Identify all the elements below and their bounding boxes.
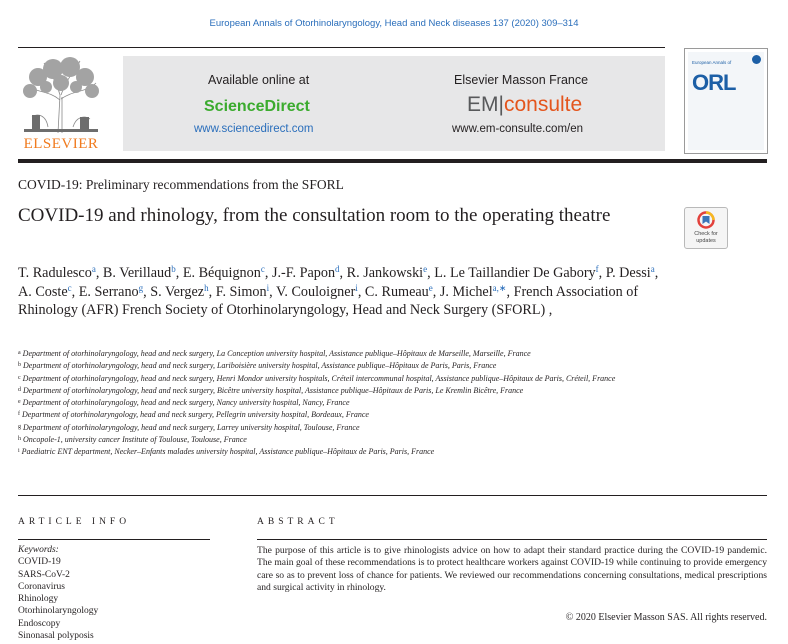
affiliation-key: d <box>18 386 21 393</box>
elsevier-logo[interactable] <box>18 55 104 153</box>
sciencedirect-url-link[interactable]: www.sciencedirect.com <box>194 123 314 135</box>
cover-journal-small: European Annals of <box>692 60 732 65</box>
author-name[interactable]: E. Serrano <box>78 283 139 300</box>
affiliation-text: Department of otorhinolaryngology, head and neck surgery, La Conception university hospital, Assistance publique–Hôpitaux de Marseille, Marseille, France <box>22 349 531 358</box>
affiliation-key: c <box>18 374 21 381</box>
affiliation-key: i <box>18 448 20 455</box>
affiliation-key: f <box>18 411 20 418</box>
check-updates-label: Check for updates <box>694 231 718 244</box>
affiliation-item <box>18 409 678 421</box>
author-separator: , <box>427 265 435 281</box>
author-separator: , <box>208 283 216 300</box>
article-title: COVID-19 and rhinology, from the consultation room to the operating theatre <box>18 205 611 226</box>
affiliation-text: Paediatric ENT department, Necker–Enfants malades university hospital, Assistance publique–Hôpitaux de Paris, Paris, France <box>21 447 435 457</box>
affiliation-text: Department of otorhinolaryngology, head and neck surgery, Nancy university hospital, Nancy, France <box>22 398 350 408</box>
cover-title: ORL <box>692 70 736 95</box>
author-name[interactable]: R. Jankowski <box>346 265 424 281</box>
journal-cover-thumbnail[interactable] <box>684 48 768 154</box>
affiliation-item <box>18 422 678 434</box>
keyword-item[interactable]: SARS-CoV-2 <box>18 569 70 580</box>
abstract-heading: ABSTRACT <box>257 517 339 527</box>
section-label: COVID-19: Preliminary recommendations from the SFORL <box>18 177 344 192</box>
keyword-item[interactable]: Sinonasal polyposis <box>18 631 94 642</box>
author-name[interactable]: F. Simon <box>215 283 267 300</box>
affiliation-item <box>18 373 678 385</box>
emconsulte-logo[interactable] <box>467 93 582 117</box>
cover-background <box>688 52 764 150</box>
author-affiliation-marker[interactable]: c <box>260 264 265 274</box>
author-separator: , <box>269 283 276 300</box>
author-separator: , <box>95 265 103 281</box>
abstract-rule <box>257 539 767 540</box>
keywords-title: Keywords: <box>18 545 59 555</box>
author-affiliation-marker[interactable]: a <box>91 264 96 274</box>
em-logo-divider: | <box>498 93 504 116</box>
affiliation-item <box>18 348 678 360</box>
elsevier-wordmark: ELSEVIER <box>23 136 99 152</box>
author-separator: , <box>654 265 659 281</box>
author-name[interactable]: J.-F. Papon <box>271 265 336 281</box>
author-separator: , <box>598 265 606 281</box>
cover-badge-icon <box>752 55 761 64</box>
author-affiliation-marker[interactable]: b <box>171 264 176 274</box>
affiliation-text: Department of otorhinolaryngology, head and neck surgery, Henri Mondor university hospitals, Créteil intercommunal hospital, Assistance publique–Hôpitaux de Paris, Créteil, France <box>22 373 616 383</box>
author-separator: , <box>506 283 514 300</box>
affiliation-text: Department of otorhinolaryngology, head and neck surgery, Bicêtre university hospital, Assistance publique–Hôpitaux de Paris, Le Kremlin Bicêtre, France <box>23 385 524 395</box>
copyright-notice: © 2020 Elsevier Masson SAS. All rights reserved. <box>565 612 767 623</box>
affiliation-key: a <box>18 350 21 356</box>
author-name[interactable]: J. Michel <box>439 283 493 300</box>
affiliation-text: Department of otorhinolaryngology, head and neck surgery, Lariboisière university hospital, Assistance publique–Hôpitaux de Paris, Paris, France <box>23 361 497 371</box>
author-name[interactable]: French Association of Rhinology (AFR) French Society of Otorhinolaryngology, Head and Neck Surgery (SFORL) <box>18 283 639 318</box>
author-list <box>18 264 668 320</box>
author-affiliation-marker[interactable]: d <box>335 264 340 274</box>
affiliation-item <box>18 397 678 409</box>
keyword-item[interactable]: Otorhinolaryngology <box>18 606 99 617</box>
author-affiliation-marker[interactable]: f <box>595 264 599 274</box>
author-affiliation-marker[interactable]: a <box>650 264 655 274</box>
author-name[interactable]: A. Coste <box>18 283 68 300</box>
affiliation-text: Department of otorhinolaryngology, head and neck surgery, Larrey university hospital, Toulouse, France <box>23 422 360 432</box>
author-name[interactable]: L. Le Taillandier De Gabory <box>434 265 596 281</box>
author-name[interactable]: E. Béquignon <box>182 265 261 281</box>
journal-citation-link[interactable]: European Annals of Otorhinolaryngology, Head and Neck diseases 137 (2020) 309–314 <box>209 18 579 29</box>
article-info-rule <box>18 539 210 540</box>
affiliation-text: Department of otorhinolaryngology, head and neck surgery, Pellegrin university hospital, Bordeaux, France <box>22 410 369 420</box>
author-separator: , <box>357 283 365 300</box>
author-name[interactable]: S. Vergez <box>150 283 205 300</box>
affiliation-key: b <box>18 362 21 369</box>
author-affiliation-marker[interactable]: a,∗ <box>492 282 507 293</box>
author-separator: , <box>143 283 151 300</box>
affiliation-item <box>18 446 678 458</box>
affiliation-item <box>18 360 678 372</box>
author-affiliation-marker[interactable]: c <box>67 282 72 293</box>
author-affiliation-marker[interactable]: i <box>266 282 270 293</box>
emconsulte-url-link[interactable]: www.em-consulte.com/en <box>452 123 584 135</box>
author-separator: , <box>264 265 272 281</box>
elsevier-masson-label: Elsevier Masson France <box>454 73 589 87</box>
header-top-rule <box>18 47 665 48</box>
header-bottom-rule <box>18 159 767 163</box>
affiliation-text: Oncopole-1, university cancer Institute of Toulouse, Toulouse, France <box>23 435 247 445</box>
author-separator: , <box>545 302 553 318</box>
affiliation-list <box>18 348 678 459</box>
keyword-item[interactable]: COVID-19 <box>18 557 61 568</box>
author-name[interactable]: V. Couloigner <box>275 283 356 300</box>
front-matter-rule <box>18 495 767 496</box>
author-separator: , <box>71 283 79 300</box>
affiliation-item <box>18 385 678 397</box>
author-affiliation-marker[interactable]: e <box>428 282 433 293</box>
author-affiliation-marker[interactable]: e <box>423 264 428 274</box>
keyword-item[interactable]: Coronavirus <box>18 581 65 592</box>
affiliation-key: h <box>18 436 21 443</box>
author-name[interactable]: T. Radulesco <box>18 265 92 281</box>
author-separator: , <box>339 265 347 281</box>
available-online-label: Available online at <box>208 73 310 87</box>
affiliation-key: g <box>18 423 21 430</box>
author-affiliation-marker[interactable]: g <box>138 282 144 293</box>
check-updates-icon <box>697 211 715 229</box>
keywords-block <box>18 544 98 642</box>
affiliation-item <box>18 434 678 446</box>
author-name[interactable]: P. Dessi <box>605 265 651 281</box>
em-logo-consulte: consulte <box>503 93 583 116</box>
author-separator: , <box>175 265 183 281</box>
keyword-item[interactable]: Rhinology <box>18 594 59 605</box>
article-info-heading: ARTICLE INFO <box>18 517 131 527</box>
author-affiliation-marker[interactable]: i <box>355 282 358 293</box>
author-separator: , <box>432 283 440 300</box>
check-for-updates-button[interactable] <box>684 207 728 249</box>
affiliation-key: e <box>18 399 21 406</box>
em-logo-em: EM <box>467 93 499 116</box>
author-name[interactable]: C. Rumeau <box>364 283 429 300</box>
abstract-text: The purpose of this article is to give rhinologists advice on how to adapt their standard practice during the COVID-19 pandemic. The main goal of these recommendations is to protect healthcare workers against COVID-19 while continuing to provide emergency care so as to prevent loss of chance for patients. We reviewed our recommendations concerning consultations, medical prescriptions and surgical activity in rhinology. <box>257 545 767 594</box>
author-affiliation-marker[interactable]: h <box>204 282 209 293</box>
sciencedirect-logo[interactable]: ScienceDirect <box>204 98 310 115</box>
elsevier-tree-icon <box>18 55 104 135</box>
author-name[interactable]: B. Verillaud <box>102 265 172 281</box>
keyword-item[interactable]: Endoscopy <box>18 618 61 629</box>
